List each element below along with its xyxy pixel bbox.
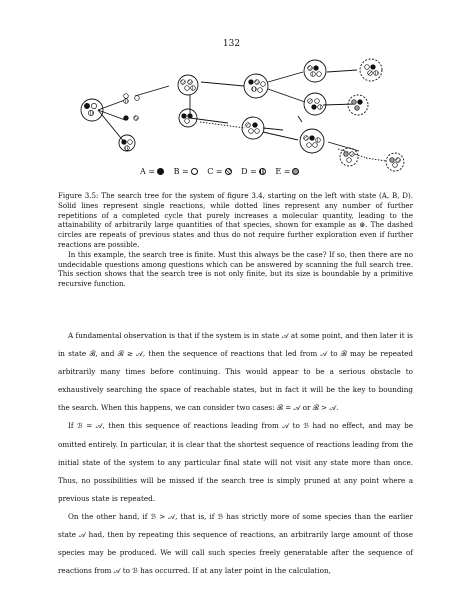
species-c-glyph xyxy=(255,80,260,85)
species-b-glyph xyxy=(249,129,254,134)
species-b-glyph xyxy=(365,65,370,70)
repetition-edge xyxy=(366,158,386,161)
caption-paragraph: Figure 3.5: The search tree for the system of figure 3.4, starting on the left with state (A, B, D). Solid lines represent single reactions, while dotted lines represent any number of further repetitions of a completed cycle that purely increases a molecular quantity, leading to the attainability of arbitrarily large quantities of that species, shown for example as ⊛. The dashed circles are repeats of previous states and thus do not require further exploration even if further reactions are possible. xyxy=(58,191,413,249)
hatched-circle-icon xyxy=(225,168,232,175)
figure-caption xyxy=(58,191,413,289)
tree-edge xyxy=(268,89,305,102)
species-d-glyph xyxy=(374,71,379,76)
species-b-glyph xyxy=(315,99,320,104)
species-c-glyph xyxy=(304,136,309,141)
species-d-glyph xyxy=(318,105,323,110)
legend-item-e: E = xyxy=(275,167,299,176)
tree-edge xyxy=(263,128,283,130)
species-a-glyph xyxy=(249,80,254,85)
species-c-glyph xyxy=(350,152,355,157)
body-paragraph: On the other hand, if ℬ > 𝒜, that is, if ℬ has strictly more of some species than the earlier state 𝒜 had, then by repeating this sequence of reactions, an arbitrarily large amount of those species may be produced. We will call such species freely generatable after the sequence of reactions from 𝒜 to ℬ has occurred. If at any later point in the calculation, xyxy=(58,511,413,576)
species-b-glyph xyxy=(185,119,190,124)
species-e-glyph xyxy=(344,152,349,157)
species-d-glyph xyxy=(316,138,321,143)
tree-edge xyxy=(323,104,355,105)
tree-edge xyxy=(135,86,169,96)
species-b-glyph xyxy=(313,143,318,148)
striped-circle-icon xyxy=(259,168,266,175)
initial-state-node xyxy=(81,99,103,121)
legend-item-d: D = xyxy=(241,167,266,176)
species-c-glyph xyxy=(181,80,186,85)
species-b-glyph xyxy=(255,129,260,134)
species-b-glyph xyxy=(317,72,322,77)
species-b-glyph xyxy=(91,103,96,108)
species-a-glyph xyxy=(358,100,363,105)
repeated-state-node xyxy=(348,95,368,115)
species-c-glyph xyxy=(134,116,139,121)
species-e-glyph xyxy=(390,158,395,163)
body-paragraph: If ℬ = 𝒜, then this sequence of reactions leading from 𝒜 to ℬ had no effect, and may be omitted entirely. In particular, it is clear that the shortest sequence of reactions leading from the initial state of the system to any particular final state will not visit any state more than once. Thus, no possibilities will be missed if the search tree is simply pruned at any point where a previous state is repeated. xyxy=(58,421,413,503)
species-c-glyph xyxy=(308,66,313,71)
species-e-glyph xyxy=(352,100,357,105)
species-c-glyph xyxy=(368,71,373,76)
species-d-glyph xyxy=(311,72,316,77)
species-a-glyph xyxy=(124,116,129,121)
tree-states xyxy=(81,60,326,153)
species-b-glyph xyxy=(393,163,398,168)
species-glyphs xyxy=(84,65,400,168)
state-node xyxy=(178,75,198,95)
figure-legend xyxy=(140,167,306,176)
species-b-glyph xyxy=(124,94,129,99)
tree-edge xyxy=(201,82,244,86)
repeated-state-node xyxy=(386,153,404,171)
species-c-glyph xyxy=(246,123,251,128)
search-tree-figure xyxy=(70,58,410,183)
state-node xyxy=(304,93,326,115)
legend-item-a: A = xyxy=(140,167,164,176)
page-number: 132 xyxy=(222,39,241,49)
tree-edge xyxy=(263,132,298,140)
species-a-glyph xyxy=(310,136,315,141)
species-a-glyph xyxy=(122,140,127,145)
caption-paragraph: In this example, the search tree is finite. Must this always be the case? If so, then there are no undecidable questions among questions which can be answered by scanning the full search tree. This section shows that the search tree is not only finite, but its size is boundable by a primitive recursive function. xyxy=(58,249,413,289)
species-e-glyph xyxy=(355,106,360,111)
species-a-glyph xyxy=(312,105,317,110)
repeated-state-node xyxy=(340,148,358,166)
species-b-glyph xyxy=(261,82,266,87)
species-a-glyph xyxy=(371,65,376,70)
species-b-glyph xyxy=(258,88,263,93)
species-b-glyph xyxy=(185,86,190,91)
species-c-glyph xyxy=(308,99,313,104)
species-b-glyph xyxy=(128,140,133,145)
species-b-glyph xyxy=(135,96,140,101)
repetition-edge xyxy=(200,122,245,128)
species-a-glyph xyxy=(182,114,187,119)
species-c-glyph xyxy=(396,158,401,163)
species-a-glyph xyxy=(314,66,319,71)
legend-item-c: C = xyxy=(207,167,231,176)
tree-edge xyxy=(298,116,302,122)
species-c-glyph xyxy=(188,80,193,85)
tree-edge xyxy=(327,70,357,72)
species-d-glyph xyxy=(125,146,130,151)
species-d-glyph xyxy=(88,110,93,115)
legend-item-b: B = xyxy=(174,167,198,176)
species-b-glyph xyxy=(347,158,352,163)
repeated-state-node xyxy=(360,59,382,81)
gray-circle-icon xyxy=(292,168,299,175)
species-a-glyph xyxy=(253,123,258,128)
body-paragraph: A fundamental observation is that if the system is in state 𝒜 at some point, and then later it is in state ℬ, and ℬ ≥ 𝒜, then the sequence of reactions that led from 𝒜 to ℬ may be repeated arbitrarily many times before continuing. This would appear to be a serious obstacle to exhaustively searching the space of reachable states, but in fact it will be the key to bounding the search. When this happens, we can consider two cases: ℬ = 𝒜 or ℬ > 𝒜. xyxy=(58,331,413,413)
state-node xyxy=(304,60,326,82)
species-a-glyph xyxy=(188,114,193,119)
state-node xyxy=(179,109,197,127)
solid-black-circle-icon xyxy=(157,168,164,175)
species-b-glyph xyxy=(307,143,312,148)
body-text xyxy=(58,327,413,580)
species-d-glyph xyxy=(191,86,196,91)
state-node xyxy=(242,117,264,139)
species-a-glyph xyxy=(84,103,89,108)
species-d-glyph xyxy=(124,99,129,104)
open-circle-icon xyxy=(191,168,198,175)
tree-edge xyxy=(268,72,303,82)
species-d-glyph xyxy=(252,87,257,92)
